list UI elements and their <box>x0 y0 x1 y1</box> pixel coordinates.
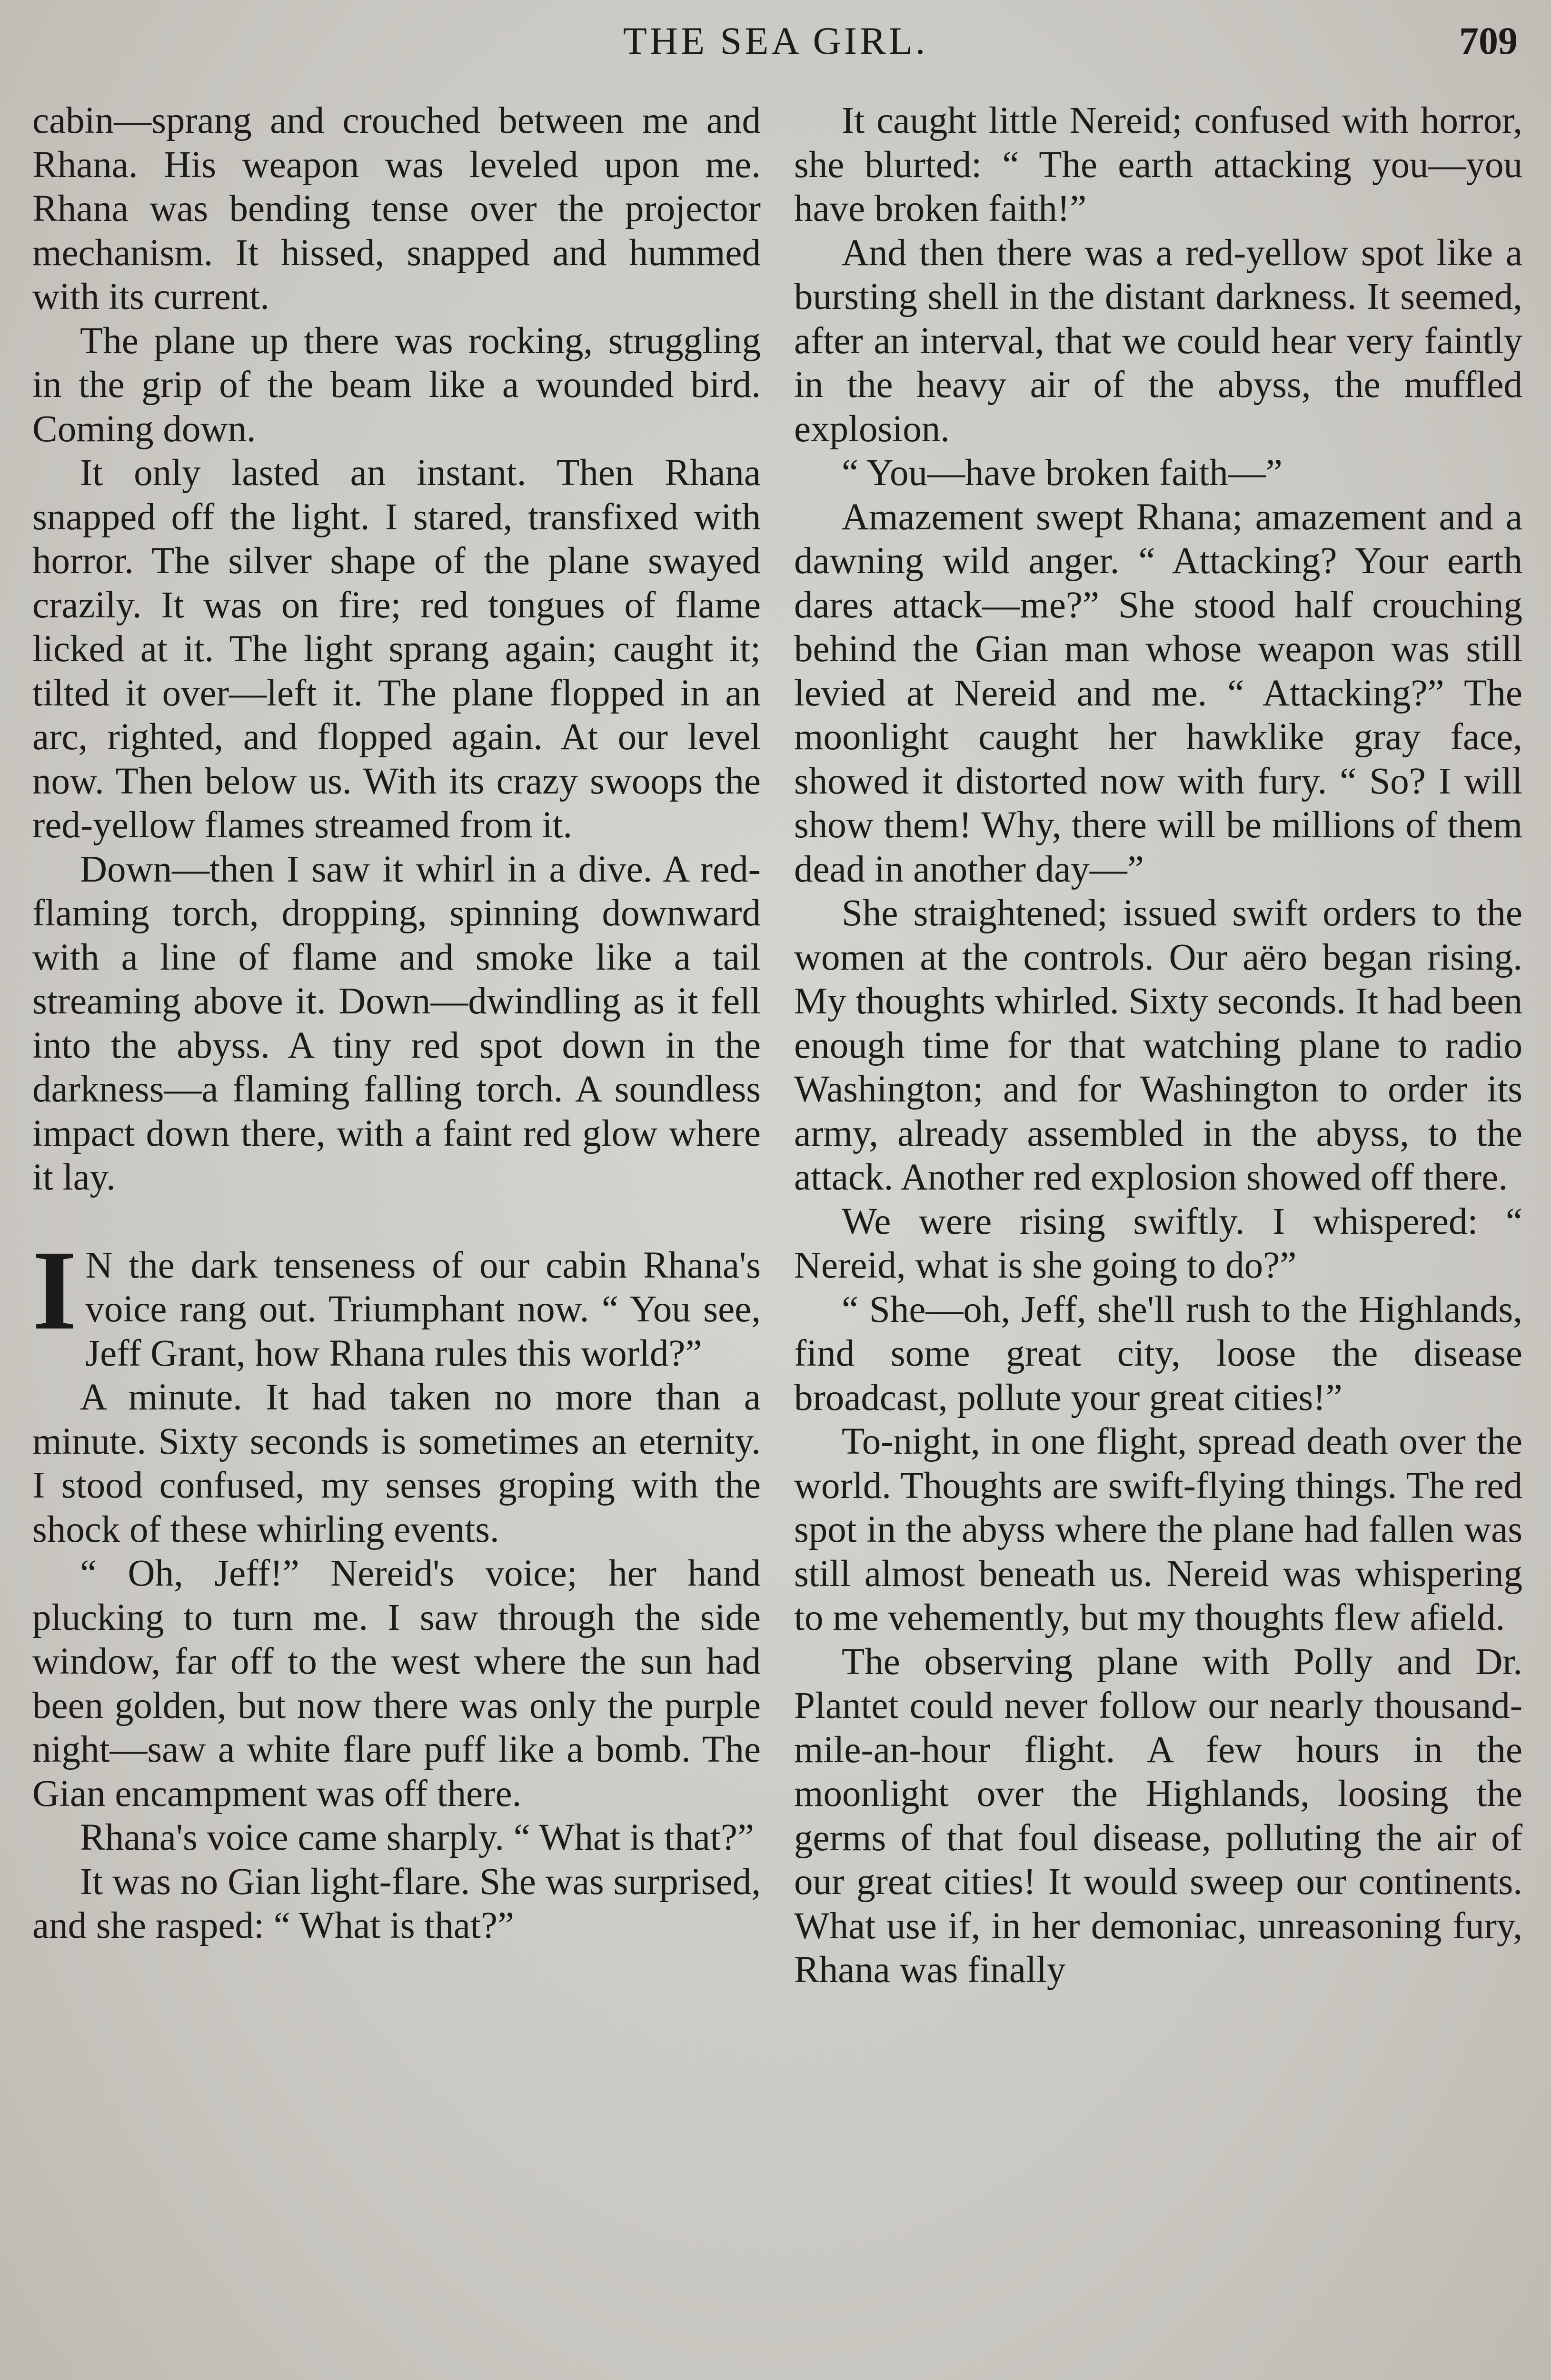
paragraph: “ Oh, Jeff!” Nereid's voice; her hand plucking to turn me. I saw through the side window, far off to the west where the sun had been golden, but now there was only the purple night—saw a white flare puff like a bomb. The Gian encampment was off there. <box>32 1553 761 1815</box>
paragraph: The plane up there was rocking, struggling in the grip of the beam like a wounded bird. Coming down. <box>32 320 761 450</box>
paragraph: “ You—have broken faith—” <box>842 452 1283 494</box>
paragraph: It only lasted an instant. Then Rhana snapped off the light. I stared, transfixed with horror. The silver shape of the plane swayed crazily. It was on fire; red tongues of flame licked at it. The light sprang again; caught it; tilted it over—left it. The plane flopped in an arc, righted, and flopped again. At our level now. Then below us. With its crazy swoops the red-yellow flames streamed from it. <box>32 452 761 846</box>
paragraph: A minute. It had taken no more than a minute. Sixty seconds is sometimes an eternity. I stood confused, my senses groping with the shock of these whirling events. <box>32 1377 761 1550</box>
left-column <box>32 99 761 1948</box>
paragraph: We were rising swiftly. I whispered: “ Nereid, what is she going to do?” <box>794 1200 1522 1286</box>
paragraph: Rhana's voice came sharply. “ What is that?” <box>80 1817 754 1858</box>
paragraph: It caught little Nereid; confused with horror, she blurted: “ The earth attacking you—you have broken faith!” <box>794 100 1522 229</box>
paragraph: To-night, in one flight, spread death over the world. Thoughts are swift-flying things. The red spot in the abyss where the plane had fallen was still almost beneath us. Nereid was whispering to me vehemently, but my thoughts flew afield. <box>794 1421 1522 1638</box>
paragraph: The observing plane with Polly and Dr. Plantet could never follow our nearly thousand-mile-an-hour flight. A few hours in the moonlight over the Highlands, loosing the germs of that foul disease, polluting the air of our great cities! It would sweep our continents. What use if, in her demoniac, unreasoning fury, Rhana was finally <box>794 1641 1522 1991</box>
paragraph: And then there was a red-yellow spot like a bursting shell in the distant darkness. It seemed, after an interval, that we could hear very faintly in the heavy air of the abyss, the muffled explosion. <box>794 232 1522 450</box>
paragraph: Amazement swept Rhana; amazement and a dawning wild anger. “ Attacking? Your earth dares attack—me?” She stood half crouching behind the Gian man whose weapon was still levied at Nereid and me. “ Attacking?” The moonlight caught her hawklike gray face, showed it distorted now with fury. “ So? I will show them! Why, there will be millions of them dead in another day—” <box>794 496 1522 890</box>
section-start-paragraph <box>32 1226 761 1376</box>
right-column <box>794 99 1522 1993</box>
drop-cap: I <box>32 1226 77 1353</box>
paragraph: “ She—oh, Jeff, she'll rush to the Highlands, find some great city, loose the disease broadcast, pollute your great cities!” <box>794 1289 1522 1418</box>
page-number: 709 <box>1459 19 1518 62</box>
paragraph: It was no Gian light-flare. She was surprised, and she rasped: “ What is that?” <box>32 1861 761 1946</box>
paragraph: She straightened; issued swift orders to the women at the controls. Our aëro began rising. My thoughts whirled. Sixty seconds. It had been enough time for that watching plane to radio Washington; and for Washington to order its army, already assembled in the abyss, to the attack. Another red explosion showed off there. <box>794 892 1522 1198</box>
page-header <box>0 9 1551 66</box>
paragraph-text: N the dark tenseness of our cabin Rhana's voice rang out. Triumphant now. “ You see, Jeff Grant, how Rhana rules this world?” <box>85 1244 761 1374</box>
running-title: THE SEA GIRL. <box>623 19 928 62</box>
paragraph: cabin—sprang and crouched between me and Rhana. His weapon was leveled upon me. Rhana was bending tense over the projector mechanism. It hissed, snapped and hummed with its current. <box>32 100 761 317</box>
paragraph: Down—then I saw it whirl in a dive. A red-flaming torch, dropping, spinning downward with a line of flame and smoke like a tail streaming above it. Down—dwindling as it fell into the abyss. A tiny red spot down in the darkness—a flaming falling torch. A soundless impact down there, with a faint red glow where it lay. <box>32 848 761 1198</box>
